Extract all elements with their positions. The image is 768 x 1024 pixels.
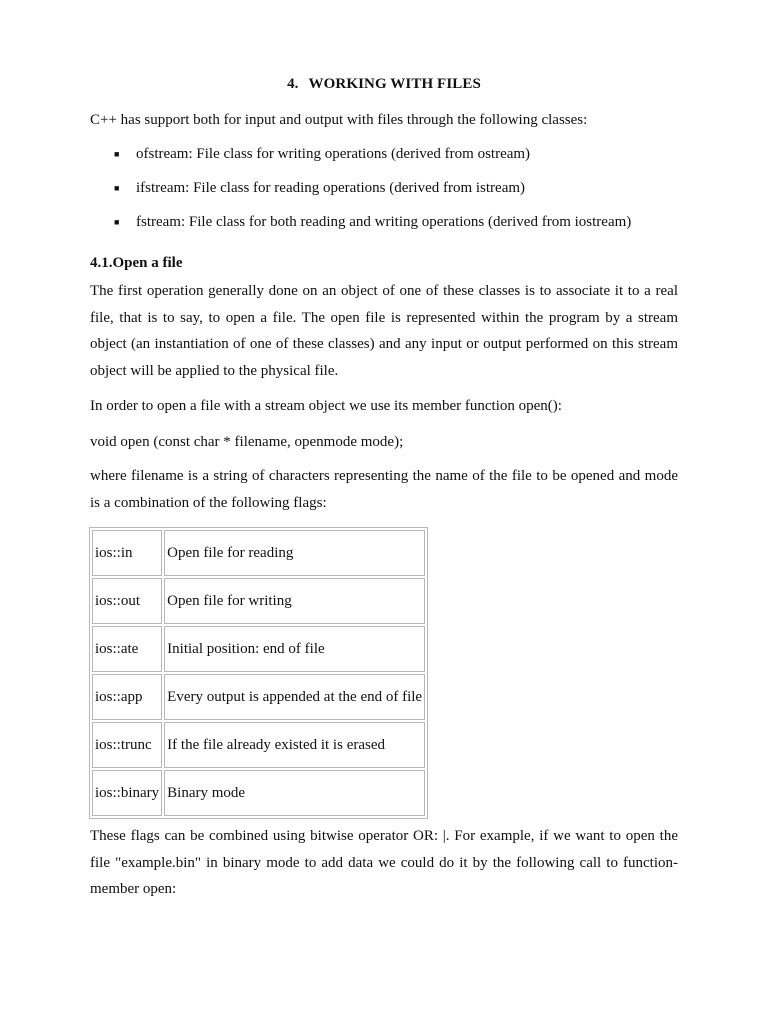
square-bullet-icon: ■ [114, 183, 120, 193]
table-row [92, 578, 425, 624]
flag-description-cell: Open file for writing [164, 578, 425, 624]
flags-table [89, 527, 428, 819]
table-row [92, 770, 425, 816]
square-bullet-icon: ■ [114, 217, 120, 227]
flag-cell: ios::trunc [92, 722, 162, 768]
chapter-heading: WORKING WITH FILES [308, 76, 481, 92]
flag-description-cell: Initial position: end of file [164, 626, 425, 672]
table-row [92, 626, 425, 672]
table-row [92, 530, 425, 576]
table-row [92, 722, 425, 768]
function-signature: void open (const char * filename, openmode mode); [90, 434, 404, 450]
list-item [90, 211, 631, 245]
flag-cell: ios::app [92, 674, 162, 720]
body-paragraph: These flags can be combined using bitwise operator OR: |. For example, if we want to open the file "example.bin" in binary mode to add data we could do it by the following call to function-member open: [90, 828, 678, 897]
list-item-text: ofstream: File class for writing operations (derived from ostream) [136, 146, 531, 162]
body-paragraph: The first operation generally done on an object of one of these classes is to associate it to a real file, that is to say, to open a file. The open file is represented within the program by a stream object (an instantiation of one of these classes) and any input or output performed on this stream object will be applied to the physical file. [90, 283, 678, 379]
flag-description-cell: Binary mode [164, 770, 425, 816]
section-heading: 4.1.Open a file [90, 255, 183, 271]
list-item-text: fstream: File class for both reading and writing operations (derived from iostream) [136, 214, 632, 230]
list-item [90, 143, 631, 177]
flag-description-cell: Open file for reading [164, 530, 425, 576]
flag-description-cell: Every output is appended at the end of file [164, 674, 425, 720]
class-list [90, 143, 631, 245]
body-paragraph: In order to open a file with a stream object we use its member function open(): [90, 398, 562, 414]
flag-cell: ios::out [92, 578, 162, 624]
flag-description-cell: If the file already existed it is erased [164, 722, 425, 768]
chapter-title [0, 76, 768, 93]
list-item-text: ifstream: File class for reading operations (derived from istream) [136, 180, 526, 196]
table-row [92, 674, 425, 720]
flag-cell: ios::ate [92, 626, 162, 672]
chapter-number: 4. [287, 76, 299, 92]
flag-cell: ios::in [92, 530, 162, 576]
list-item [90, 177, 631, 211]
body-paragraph: where filename is a string of characters representing the name of the file to be opened and mode is a combination of the following flags: [90, 468, 678, 511]
intro-paragraph: C++ has support both for input and output with files through the following classes: [90, 112, 588, 128]
square-bullet-icon: ■ [114, 149, 120, 159]
flag-cell: ios::binary [92, 770, 162, 816]
